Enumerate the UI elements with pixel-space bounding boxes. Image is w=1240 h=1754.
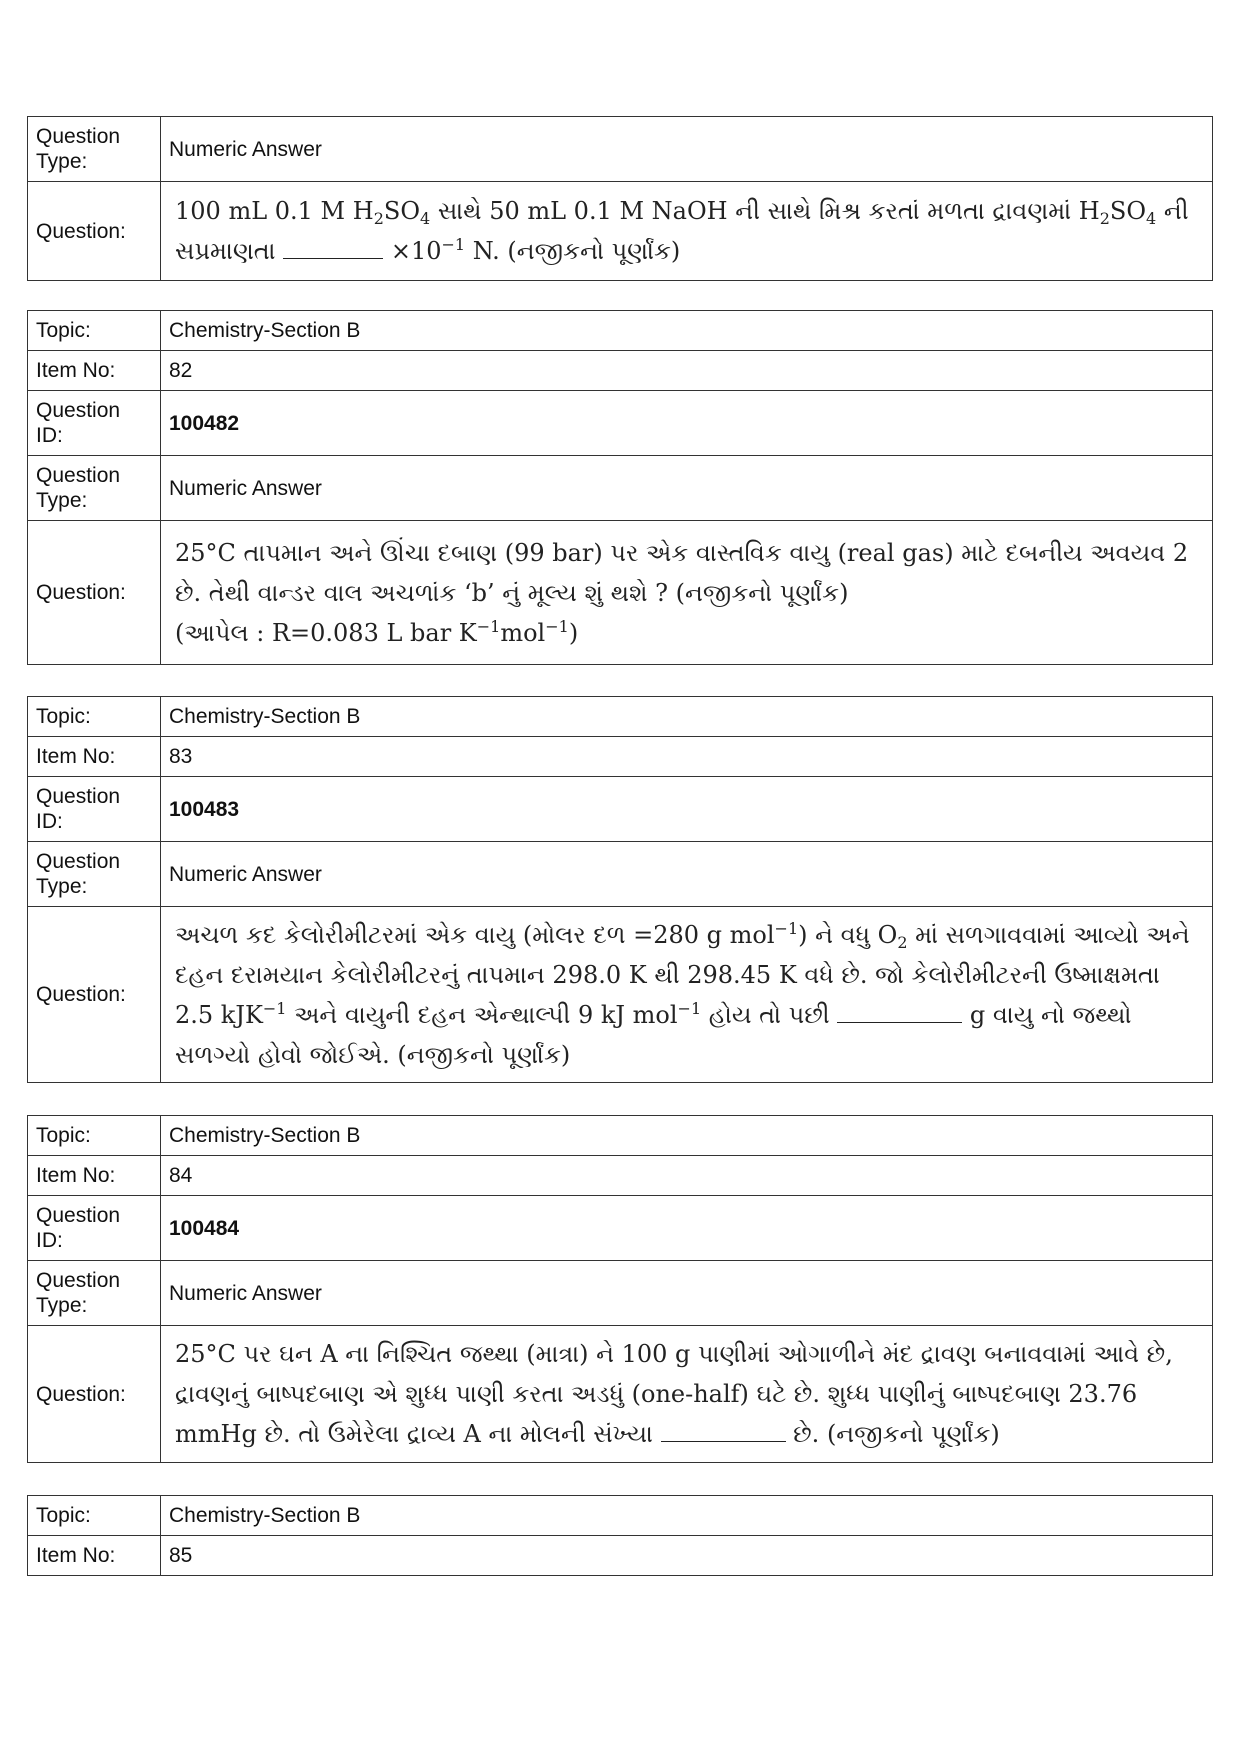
question-id-value: 100482 bbox=[161, 391, 1213, 456]
question-label: Question: bbox=[28, 907, 161, 1083]
topic-value: Chemistry-Section B bbox=[161, 311, 1213, 351]
topic-label: Topic: bbox=[28, 311, 161, 351]
question-id-value: 100483 bbox=[161, 777, 1213, 842]
question-label: Question: bbox=[28, 521, 161, 665]
question-text: 25°C તાપમાન અને ઊંચા દબાણ (99 bar) પર એક વાસ્તવિક વાયુ (real gas) માટે દબનીય અવયવ 2 છે. તેથી વાન્ડર વાલ અચળાંક ‘b’ નું મૂલ્ય શું થશે ? (નજીકનો પૂર્ણાંક) (આપેલ : R=0.083 L bar $K^{-1}mol^{-1}$) bbox=[161, 521, 1213, 665]
answer-blank bbox=[283, 238, 383, 259]
question-type-label: Question Type: bbox=[28, 842, 161, 907]
question-label: Question: bbox=[28, 1326, 161, 1463]
answer-blank bbox=[837, 1002, 962, 1023]
question-type-value: Numeric Answer bbox=[161, 842, 1213, 907]
topic-value: Chemistry-Section B bbox=[161, 1116, 1213, 1156]
question-table-83 bbox=[27, 696, 1213, 1083]
item-no-value: 83 bbox=[161, 737, 1213, 777]
item-no-value: 84 bbox=[161, 1156, 1213, 1196]
item-no-label: Item No: bbox=[28, 351, 161, 391]
question-table-84 bbox=[27, 1115, 1213, 1463]
question-label: Question: bbox=[28, 182, 161, 281]
question-type-value: Numeric Answer bbox=[161, 1261, 1213, 1326]
topic-label: Topic: bbox=[28, 1116, 161, 1156]
question-type-label: Question Type: bbox=[28, 456, 161, 521]
question-text: 25°C પર ઘન A ના નિશ્ચિત જથ્થા (માત્રા) ને 100 g પાણીમાં ઓગાળીને મંદ દ્રાવણ બનાવવામાં આવે છે, દ્રાવણનું બાષ્પદબાણ એ શુધ્ધ પાણી કરતા અડધું (one-half) ઘટે છે. શુધ્ધ પાણીનું બાષ્પદબાણ 23.76 mmHg છે. તો ઉમેરેલા દ્રાવ્ય A ના મોલની સંખ્યા છે. (નજીકનો પૂર્ણાંક) bbox=[161, 1326, 1213, 1463]
item-no-label: Item No: bbox=[28, 1536, 161, 1576]
question-type-label: Question Type: bbox=[28, 117, 161, 182]
topic-label: Topic: bbox=[28, 1496, 161, 1536]
question-type-label: Question Type: bbox=[28, 1261, 161, 1326]
topic-value: Chemistry-Section B bbox=[161, 1496, 1213, 1536]
question-text: અચળ કદ કેલોરીમીટરમાં એક વાયુ (મોલર દળ =280 g mol$^{-1}$) ને વધુ $O_2$ માં સળગાવવામાં આવ્યો અને દહન દરામયાન કેલોરીમીટરનું તાપમાન 298.0 K થી 298.45 K વધે છે. જો કેલોરીમીટરની ઉષ્માક્ષમતા 2.5 kJK$^{-1}$ અને વાયુની દહન એન્થાલ્પી 9 kJ mol$^{-1}$ હોય તો પછી g વાયુ નો જથ્થો સળગ્યો હોવો જોઈએ. (નજીકનો પૂર્ણાંક) bbox=[161, 907, 1213, 1083]
question-id-value: 100484 bbox=[161, 1196, 1213, 1261]
topic-value: Chemistry-Section B bbox=[161, 697, 1213, 737]
question-id-label: Question ID: bbox=[28, 777, 161, 842]
item-no-label: Item No: bbox=[28, 737, 161, 777]
question-table-85 bbox=[27, 1495, 1213, 1576]
question-type-value: Numeric Answer bbox=[161, 117, 1213, 182]
question-type-value: Numeric Answer bbox=[161, 456, 1213, 521]
question-table-81 bbox=[27, 116, 1213, 281]
answer-blank bbox=[661, 1421, 786, 1442]
item-no-value: 85 bbox=[161, 1536, 1213, 1576]
item-no-value: 82 bbox=[161, 351, 1213, 391]
topic-label: Topic: bbox=[28, 697, 161, 737]
question-id-label: Question ID: bbox=[28, 391, 161, 456]
item-no-label: Item No: bbox=[28, 1156, 161, 1196]
question-table-82 bbox=[27, 310, 1213, 665]
question-text: 100 mL 0.1 M $H_2SO_4$ સાથે 50 mL 0.1 M NaOH ની સાથે મિશ્ર કરતાં મળતા દ્રાવણમાં $H_2SO_4$ ની સપ્રમાણતા $\times 10^{-1}$ N. (નજીકનો પૂર્ણાંક) bbox=[161, 182, 1213, 281]
question-id-label: Question ID: bbox=[28, 1196, 161, 1261]
